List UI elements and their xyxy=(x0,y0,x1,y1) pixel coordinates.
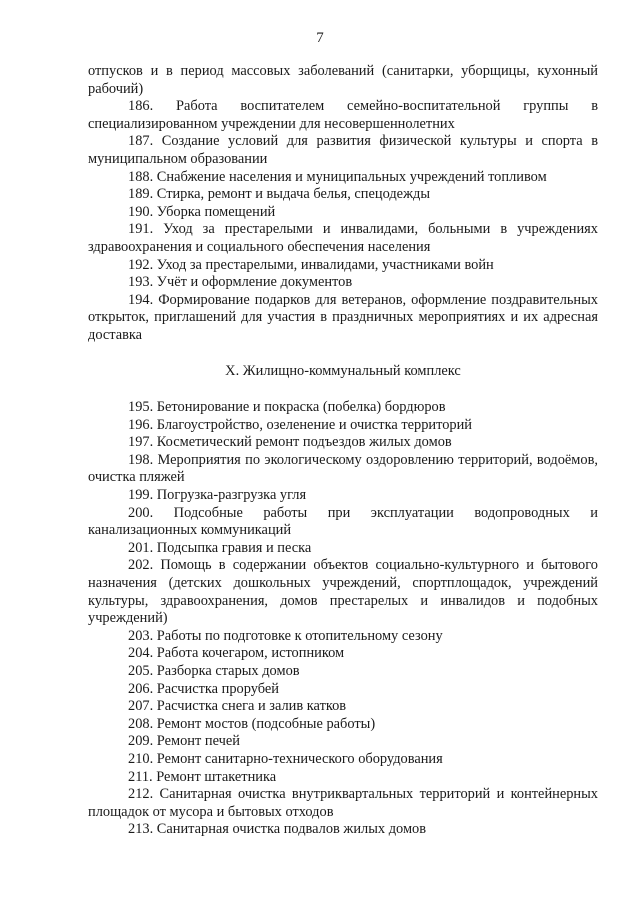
list-item: 213. Санитарная очистка подвалов жилых домов xyxy=(128,821,427,838)
list-part-1 xyxy=(88,63,598,345)
list-item: 187. Создание условий для развития физической культуры и спорта в муниципальном образовании xyxy=(88,133,598,167)
list-item: 208. Ремонт мостов (подсобные работы) xyxy=(128,715,376,732)
list-item: 189. Стирка, ремонт и выдача белья, спецодежды xyxy=(128,186,430,203)
document-body xyxy=(88,63,598,839)
list-item: 190. Уборка помещений xyxy=(128,203,276,220)
list-item: 204. Работа кочегаром, истопником xyxy=(128,645,345,662)
list-item: 203. Работы по подготовке к отопительному сезону xyxy=(128,627,443,644)
list-item: 195. Бетонирование и покраска (побелка) бордюров xyxy=(128,399,446,416)
list-item: 188. Снабжение населения и муниципальных учреждений топливом xyxy=(128,168,547,185)
list-item: 209. Ремонт печей xyxy=(128,733,240,750)
list-item: 192. Уход за престарелыми, инвалидами, участниками войн xyxy=(128,256,494,273)
list-item: 186. Работа воспитателем семейно-воспитательной группы в специализированном учреждении для несовершеннолетних xyxy=(88,98,598,132)
list-item: 200. Подсобные работы при эксплуатации водопроводных и канализационных коммуникаций xyxy=(88,504,598,539)
list-item: 212. Санитарная очистка внутриквартальных территорий и контейнерных площадок от мусора и бытовых отходов xyxy=(88,786,598,820)
list-item: 211. Ремонт штакетника xyxy=(128,768,277,785)
list-item: 191. Уход за престарелыми и инвалидами, больными в учреждениях здравоохранения и социального обеспечения населения xyxy=(88,221,598,255)
list-item: 197. Косметический ремонт подъездов жилых домов xyxy=(128,434,452,451)
list-item: 205. Разборка старых домов xyxy=(128,663,300,679)
list-item: 193. Учёт и оформление документов xyxy=(128,274,353,291)
list-item: 199. Погрузка-разгрузка угля xyxy=(128,487,307,504)
list-item: 194. Формирование подарков для ветеранов, оформление поздравительных открыток, приглашений для участия в праздничных мероприятиях и их адресная доставка xyxy=(88,291,598,343)
list-item: отпусков и в период массовых заболеваний (санитарки, уборщицы, кухонный рабочий) xyxy=(88,63,598,97)
list-item: 198. Мероприятия по экологическому оздоровлению территорий, водоёмов, очистка пляжей xyxy=(88,451,598,486)
list-part-2 xyxy=(88,399,598,839)
list-item: 196. Благоустройство, озеленение и очистка территорий xyxy=(128,416,472,433)
list-item: 207. Расчистка снега и залив катков xyxy=(128,698,347,715)
list-item: 201. Подсыпка гравия и песка xyxy=(128,539,312,556)
page-number: 7 xyxy=(316,30,324,46)
list-item: 206. Расчистка прорубей xyxy=(128,680,279,697)
list-item: 202. Помощь в содержании объектов социально-культурного и бытового назначения (детских дошкольных учреждений, спортплощадок, учреждений культуры, здравоохранения, домов престарелых и инвалидов и подобных учреждений) xyxy=(88,557,598,627)
list-item: 210. Ремонт санитарно-технического оборудования xyxy=(128,750,443,767)
section-heading: X. Жилищно-коммунальный комплекс xyxy=(225,362,461,379)
